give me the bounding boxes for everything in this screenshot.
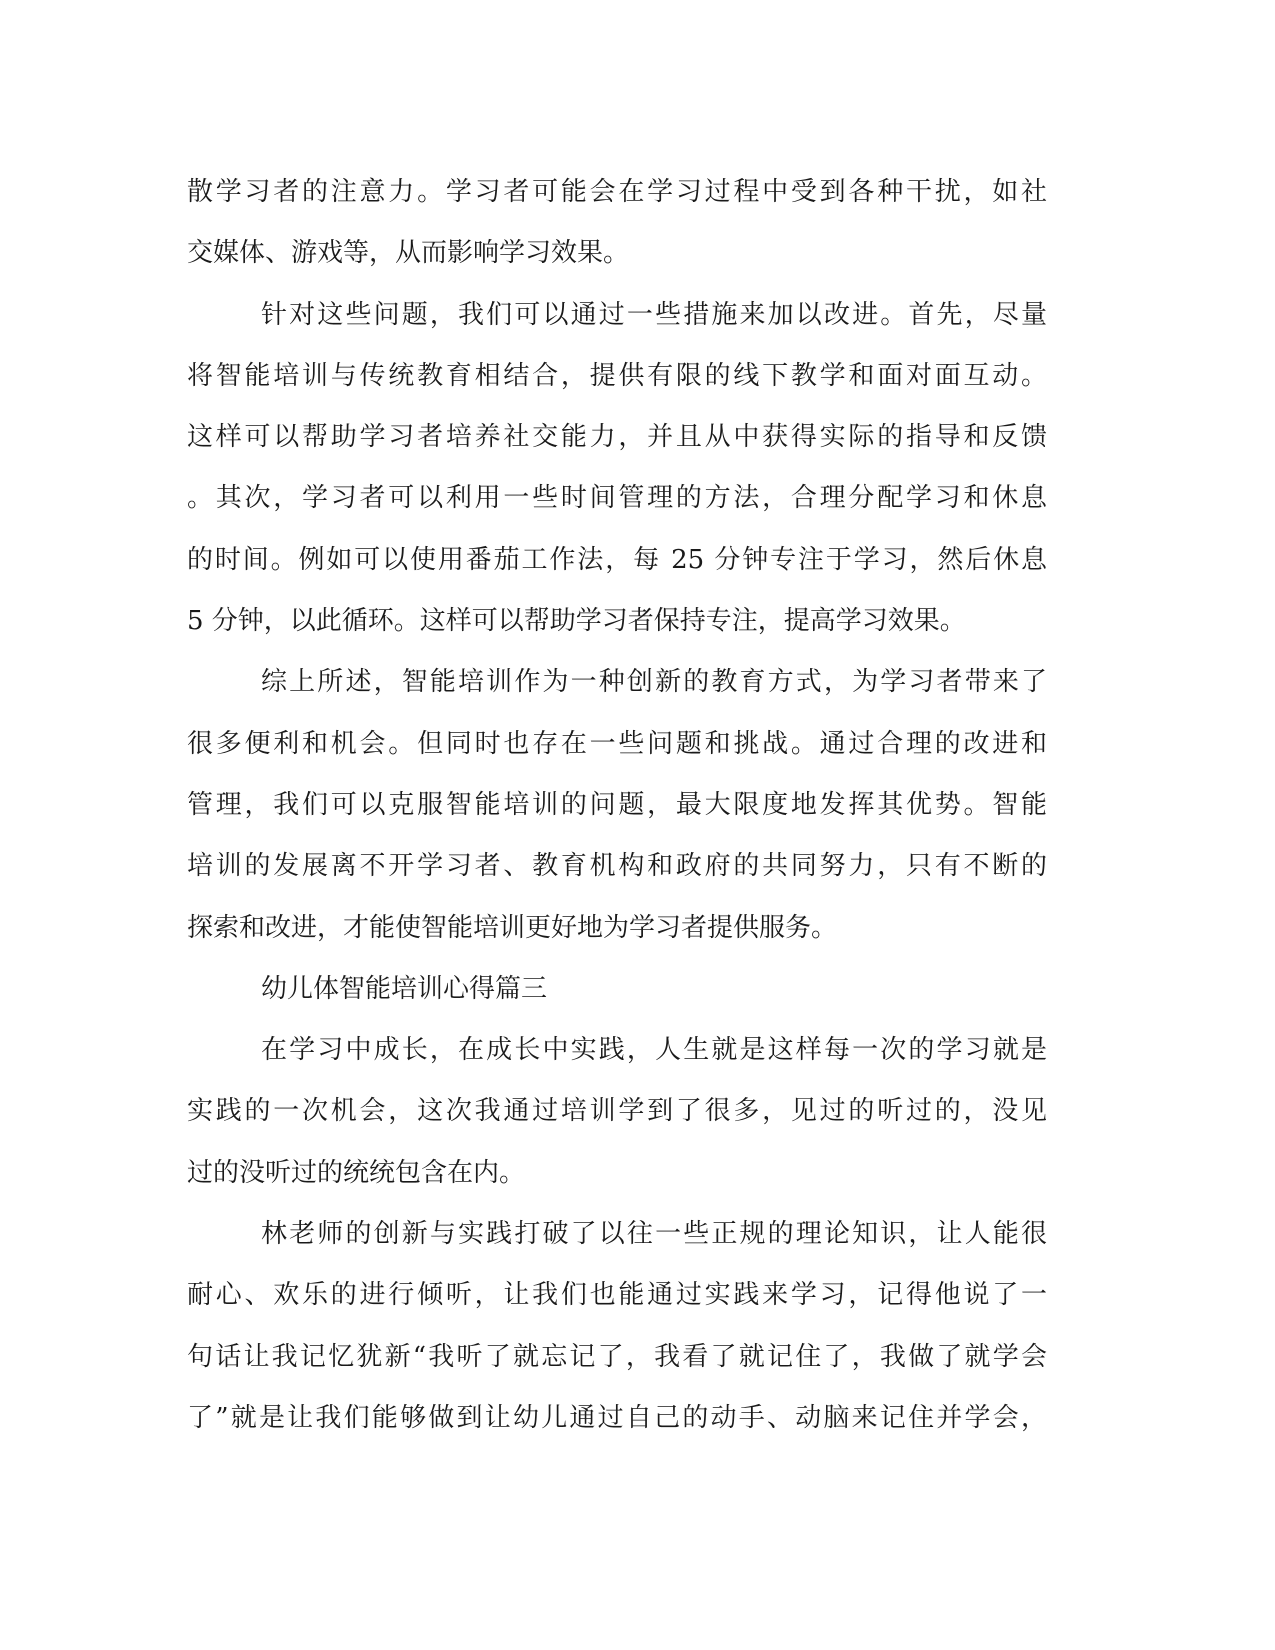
text-line: 探索和改进，才能使智能培训更好地为学习者提供服务。	[187, 912, 838, 943]
text-line: 林老师的创新与实践打破了以往一些正规的理论知识，让人能很	[261, 1219, 1047, 1250]
text-line: 将智能培训与传统教育相结合，提供有限的线下教学和面对面互动。	[187, 360, 1047, 391]
document-body	[187, 162, 1047, 1449]
text-line: 耐心、欢乐的进行倾听，让我们也能通过实践来学习，记得他说了一	[187, 1280, 1047, 1311]
text-line: 交媒体、游戏等，从而影响学习效果。	[187, 238, 630, 269]
text-line: 。其次，学习者可以利用一些时间管理的方法，合理分配学习和休息	[187, 483, 1047, 514]
text-line: 句话让我记忆犹新“我听了就忘记了，我看了就记住了，我做了就学会	[187, 1341, 1047, 1372]
text-line: 培训的发展离不开学习者、教育机构和政府的共同努力，只有不断的	[187, 851, 1047, 882]
text-line: 的时间。例如可以使用番茄工作法，每 25 分钟专注于学习，然后休息	[187, 544, 1047, 575]
text-line: 过的没听过的统统包含在内。	[187, 1157, 526, 1188]
text-line: 实践的一次机会，这次我通过培训学到了很多，见过的听过的，没见	[187, 1096, 1047, 1127]
text-line: 在学习中成长，在成长中实践，人生就是这样每一次的学习就是	[261, 1035, 1047, 1066]
text-line: 了”就是让我们能够做到让幼儿通过自己的动手、动脑来记住并学会，	[187, 1402, 1047, 1433]
text-line: 管理，我们可以克服智能培训的问题，最大限度地发挥其优势。智能	[187, 789, 1047, 820]
text-line: 这样可以帮助学习者培养社交能力，并且从中获得实际的指导和反馈	[187, 422, 1047, 453]
text-line: 很多便利和机会。但同时也存在一些问题和挑战。通过合理的改进和	[187, 728, 1047, 759]
section-heading: 幼儿体智能培训心得篇三	[261, 973, 548, 1004]
text-line: 5 分钟，以此循环。这样可以帮助学习者保持专注，提高学习效果。	[187, 606, 966, 637]
text-line: 针对这些问题，我们可以通过一些措施来加以改进。首先，尽量	[261, 299, 1047, 330]
text-line: 综上所述，智能培训作为一种创新的教育方式，为学习者带来了	[261, 667, 1047, 698]
text-line: 散学习者的注意力。学习者可能会在学习过程中受到各种干扰，如社	[187, 177, 1047, 207]
